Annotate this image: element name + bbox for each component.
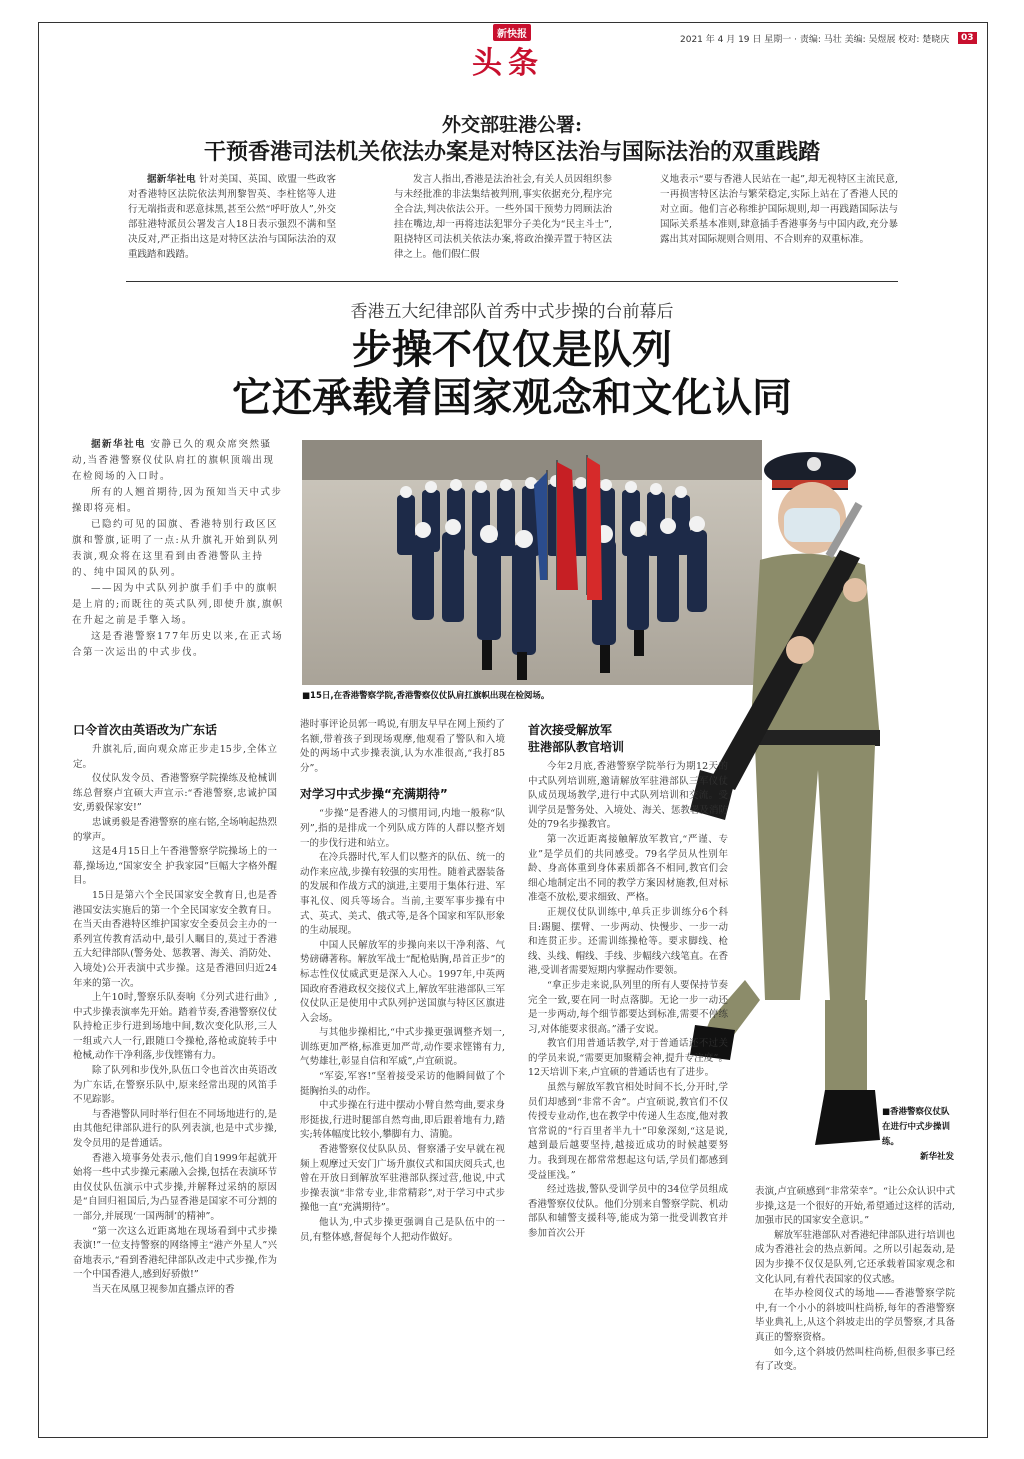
- brand-tag: 新快报: [493, 24, 531, 41]
- body-para: 在冷兵器时代,军人们以整齐的队伍、统一的动作来应战,步操有较强的实用性。随着武器装备的发展和作战方式的演进,主要用于集体行进、军事礼仪、阅兵等场合。当前,主要军事步操有中式、英式、美式、俄式等,是各个国家和军队形象的生动展现。: [300, 852, 505, 937]
- story1-kicker: 外交部驻港公署:: [441, 114, 582, 136]
- section-divider: [126, 281, 898, 282]
- story2-headline-line1: 步操不仅仅是队列: [352, 326, 672, 373]
- body-para: “军姿,军容!”坚着接受采访的他瞬间做了个挺胸抬头的动作。: [300, 1071, 505, 1097]
- dateline: 据新华社电: [147, 174, 196, 185]
- story2-col3: [528, 718, 728, 1242]
- story2-col2: [300, 718, 505, 1245]
- side-caption-text: ■香港警察仪仗队在进行中式步操训练。: [882, 1107, 951, 1147]
- body-para: 教官们用普通话教学,对于普通话还不过关的学员来说,“需要更加聚精会神,提升专注度”。12天培训下来,卢宜硕的普通话也有了进步。: [528, 1038, 728, 1079]
- side-photo-caption: [882, 1105, 954, 1165]
- lede-para: 所有的人翘首期待,因为预知当天中式步操即将亮相。: [72, 487, 283, 514]
- body-para: 表演,卢宜硕感到“非常荣幸”。“让公众认识中式步操,这是一个很好的开始,希望通过这样的活动,加强市民的国家安全意识。”: [755, 1186, 955, 1227]
- body-para: 中国人民解放军的步操向来以干净利落、气势磅礴著称。解放军战士“配枪贴胸,昂首正步”的标志性仪仗威武更是深入人心。1997年,中英两国政府香港政权交接仪式上,解放军驻港部队三军仪仗队正是使用中式队列护送国旗与特区区旗进入会场。: [300, 939, 505, 1024]
- photo-caption: ■15日,在香港警察学院,香港警察仪仗队肩扛旗帜出现在检阅场。: [302, 691, 550, 701]
- body-para: 第一次近距离接触解放军教官,“严谨、专业”是学员们的共同感受。79名学员从性别年龄、身高体重到身体素质都各不相同,教官们会细心地制定出不同的教学方案因材施教,但对标准毫不放松,要求细致、严格。: [528, 833, 728, 904]
- story1-col3-text: 义地表示“要与香港人民站在一起”,却无视特区主流民意,一再损害特区法治与繁荣稳定,实际上站在了香港人民的对立面。他们言必称维护国际规则,却一再践踏国际法与国际关系基本准则,肆意插手香港事务与中国内政,充分暴露出其对国际规则合则用、不合则弃的双重标准。: [660, 174, 898, 245]
- body-para: 今年2月底,香港警察学院举行为期12天的中式队列培训班,邀请解放军驻港部队三军仪仗队成员现场教学,进行中式队列培训和交流。受训学员是警务处、入境处、海关、惩教署及消防处的79名步操教官。: [528, 761, 728, 831]
- subhead: 口令首次由英语改为广东话: [73, 723, 218, 737]
- body-para: “步操”是香港人的习惯用词,内地一般称“队列”,指的是排成一个列队成方阵的人群以整齐划一的步伐行进和站立。: [300, 808, 505, 849]
- body-para: 升旗礼后,面向观众席正步走15步,全体立定。: [73, 744, 277, 770]
- lede-para: 已隐约可见的国旗、香港特别行政区区旗和警旗,证明了一点:从升旗礼开始到队列表演,观众将在这里看到由香港警队主持的、纯中国风的队列。: [72, 519, 280, 578]
- body-para: 虽然与解放军教官相处时间不长,分开时,学员们却感到“非常不舍”。卢宜硕说,教官们不仅传授专业动作,也在教学中传递人生态度,他对教官常说的“行百里者半九十”印象深刻,“这是说,越到最后越要坚持,越接近成功的时候越要努力。我到现在都常常想起这句话,学员们都感到受益匪浅。”: [528, 1082, 728, 1181]
- body-para: 香港入境事务处表示,他们自1999年起就开始将一些中式步操元素融入会操,包括在表演环节由仪仗队伍演示中式步操,并解释过采纳的原因是“自回归祖国后,为凸显香港是国家不可分割的一部分,并展现‘一国两制’的精神”。: [73, 1152, 277, 1222]
- body-para: 经过选拔,警队受训学员中的34位学员组成香港警察仪仗队。他们分别来自警察学院、机动部队和辅警支援科等,能成为第一批受训教官并参加首次公开: [528, 1184, 728, 1239]
- dateline: 据新华社电: [91, 439, 147, 450]
- story2-col4: [755, 1185, 955, 1375]
- body-para: 解放军驻港部队对香港纪律部队进行培训也成为香港社会的热点新闻。之所以引起轰动,是因为步操不仅仅是队列,它还承载着国家观念和文化认同,有着代表国家的仪式感。: [755, 1229, 955, 1285]
- subhead-line1: 首次接受解放军: [528, 723, 613, 737]
- story1-col3: [660, 172, 898, 247]
- body-para: 港时事评论员郭一鸣说,有朋友早早在网上预约了名额,带着孩子到现场观摩,他观看了警队和入境处的两场中式步操表演,认为水准很高,“我打85分”。: [300, 719, 505, 774]
- story1-col1-text: 针对美国、英国、欧盟一些政客对香港特区法院依法判刑黎智英、李柱铭等人进行无端指责和恶意抹黑,甚至公然“呼吁放人”,外交部驻港特派员公署发言人18日表示强烈不满和坚决反对,严正指出这是对特区法治与国际法治的双重践踏和践踏。: [128, 174, 336, 260]
- body-para: 这是4月15日上午香港警察学院操场上的一幕,操场边,“国家安全 护我家园”巨幅大字格外醒目。: [73, 846, 277, 887]
- subhead: 对学习中式步操“充满期待”: [300, 787, 448, 802]
- body-para: “第一次这么近距离地在现场看到中式步操表演!”一位支持警察的网络博主“港产外星人”兴奋地表示,“看到香港纪律部队改走中式步操,作为一个中国香港人,感到好骄傲!”: [73, 1225, 277, 1281]
- story1-col2: [394, 172, 612, 262]
- body-para: 香港警察仪仗队队员、督察潘子安早就在视频上观摩过天安门广场升旗仪式和国庆阅兵式,也曾在开放日到解放军驻港部队探过营,他说,中式步操表演“非常专业,非常精彩”,对于学习中式步操他一直“充满期待”。: [300, 1144, 505, 1214]
- page-number: 03: [958, 32, 977, 44]
- body-para: 他认为,中式步操更强调自己是队伍中的一员,有整体感,督促每个人把动作做好。: [300, 1217, 505, 1243]
- side-caption-credit: 新华社发: [919, 1152, 954, 1162]
- issue-meta: 2021 年 4 月 19 日 星期一 · 责编: 马壮 美编: 吴煜展 校对: 楚晓庆: [680, 35, 950, 45]
- story2-col1: [73, 718, 277, 1298]
- body-para: 如今,这个斜坡仍然叫柱尚桥,但很多事已经有了改变。: [755, 1346, 955, 1373]
- body-para: 当天在凤凰卫视参加直播点评的香: [92, 1283, 235, 1295]
- body-para: “拿正步走来说,队列里的所有人要保持节奏完全一致,要在同一时点落脚。无论一步一动还是一步两动,每个细节都要达到标准,需要不停练习,对体能要求很高。”潘子安说。: [528, 979, 728, 1035]
- story1-col2-text: 发言人指出,香港是法治社会,有关人员因组织参与未经批准的非法集结被判刑,事实依据充分,程序完全合法,判决依法公开。一些外国干预势力罔顾法治挂在嘴边,却一再将违法犯罪分子美化为“民主斗士”,阻挠特区司法机关依法办案,将政治操弄置于特区法律之上。他们假仁假: [394, 174, 612, 260]
- story2-headline-line2: 它还承载着国家观念和文化认同: [232, 374, 792, 421]
- section-title: 头条: [472, 46, 544, 81]
- story2-kicker: 香港五大纪律部队首秀中式步操的台前幕后: [350, 302, 674, 322]
- body-para: 忠诚勇毅是香港警察的座右铭,全场响起热烈的掌声。: [73, 816, 277, 843]
- subhead-line2: 驻港部队教官培训: [528, 740, 625, 754]
- body-para: 中式步操在行进中摆动小臂自然弯曲,要求身形挺拔,行进时腿部自然弯曲,即后跟着地有力,踏实;转体幅度比较小,攀脚有力、清脆。: [300, 1100, 505, 1141]
- body-para: 与香港警队同时举行但在不同场地进行的,是由其他纪律部队进行的队列表演,也是中式步操,发令员用的是普通话。: [73, 1108, 277, 1150]
- body-para: 在毕办检阅仪式的场地——香港警察学院中,有一个小小的斜坡叫柱尚桥,每年的香港警察毕业典礼上,从这个斜坡走出的学员警察,才具备真正的警察资格。: [755, 1288, 955, 1343]
- body-para: 与其他步操相比,“中式步操更强调整齐划一,训练更加严格,标准更加严苛,动作要求铿锵有力,气势雄壮,彰显自信和军威”,卢宜硕说。: [300, 1027, 505, 1068]
- lede-para: 安静已久的观众席突然骚动,当香港警察仪仗队肩扛的旗帜顶端出现在检阅场的入口时。: [72, 439, 275, 482]
- story1-headline: 干预香港司法机关依法办案是对特区法治与国际法治的双重践踏: [203, 139, 820, 165]
- body-para: 上午10时,警察乐队奏响《分列式进行曲》,中式步操表演率先开始。踏着节奏,香港警察仪仗队持枪正步行进到场地中间,数次变化队形,三人一组或六人一行,跟随口令操枪,落枪或旋转手中枪械,动作干净利落,步伐铿锵有力。: [73, 992, 277, 1062]
- lede-para: ——因为中式队列护旗手们手中的旗帜是上肩的;而既往的英式队列,即使升旗,旗帜在升起之前是手擎入场。: [72, 583, 284, 626]
- body-para: 仪仗队发令员、香港警察学院操练及枪械训练总督察卢宜硕大声宣示:“香港警察,忠诚护国安,勇毅保家安!”: [73, 773, 277, 814]
- lede-para: 这是香港警察177年历史以来,在正式场合第一次运出的中式步伐。: [72, 631, 284, 658]
- body-para: 15日是第六个全民国家安全教育日,也是香港国安法实施后的第一个全民国家安全教育日。在当天由香港特区维护国家安全委员会主办的一系列宣传教育活动中,最引人瞩目的,莫过于香港五大纪律部队(警务处、惩教署、海关、消防处、入境处)公开表演中式步操。这是香港回归近24年来的第一次。: [73, 889, 277, 989]
- body-para: 正规仪仗队训练中,单兵正步训练分6个科目:踢腿、摆臂、一步两动、快慢步、一步一动和连贯正步。还需训练操枪等。要求脚线、枪线、头线、帽线、手线、步幅线六线笔直。在香港,受训者需要短期内掌握动作要领。: [528, 906, 728, 977]
- story2-headline: [0, 326, 1024, 422]
- body-para: 除了队列和步伐外,队伍口令也首次由英语改为广东话,在警察乐队中,原来经常出现的风笛手不见踪影。: [73, 1065, 277, 1106]
- story1-col1: [128, 172, 336, 262]
- story2-lede: [72, 437, 284, 661]
